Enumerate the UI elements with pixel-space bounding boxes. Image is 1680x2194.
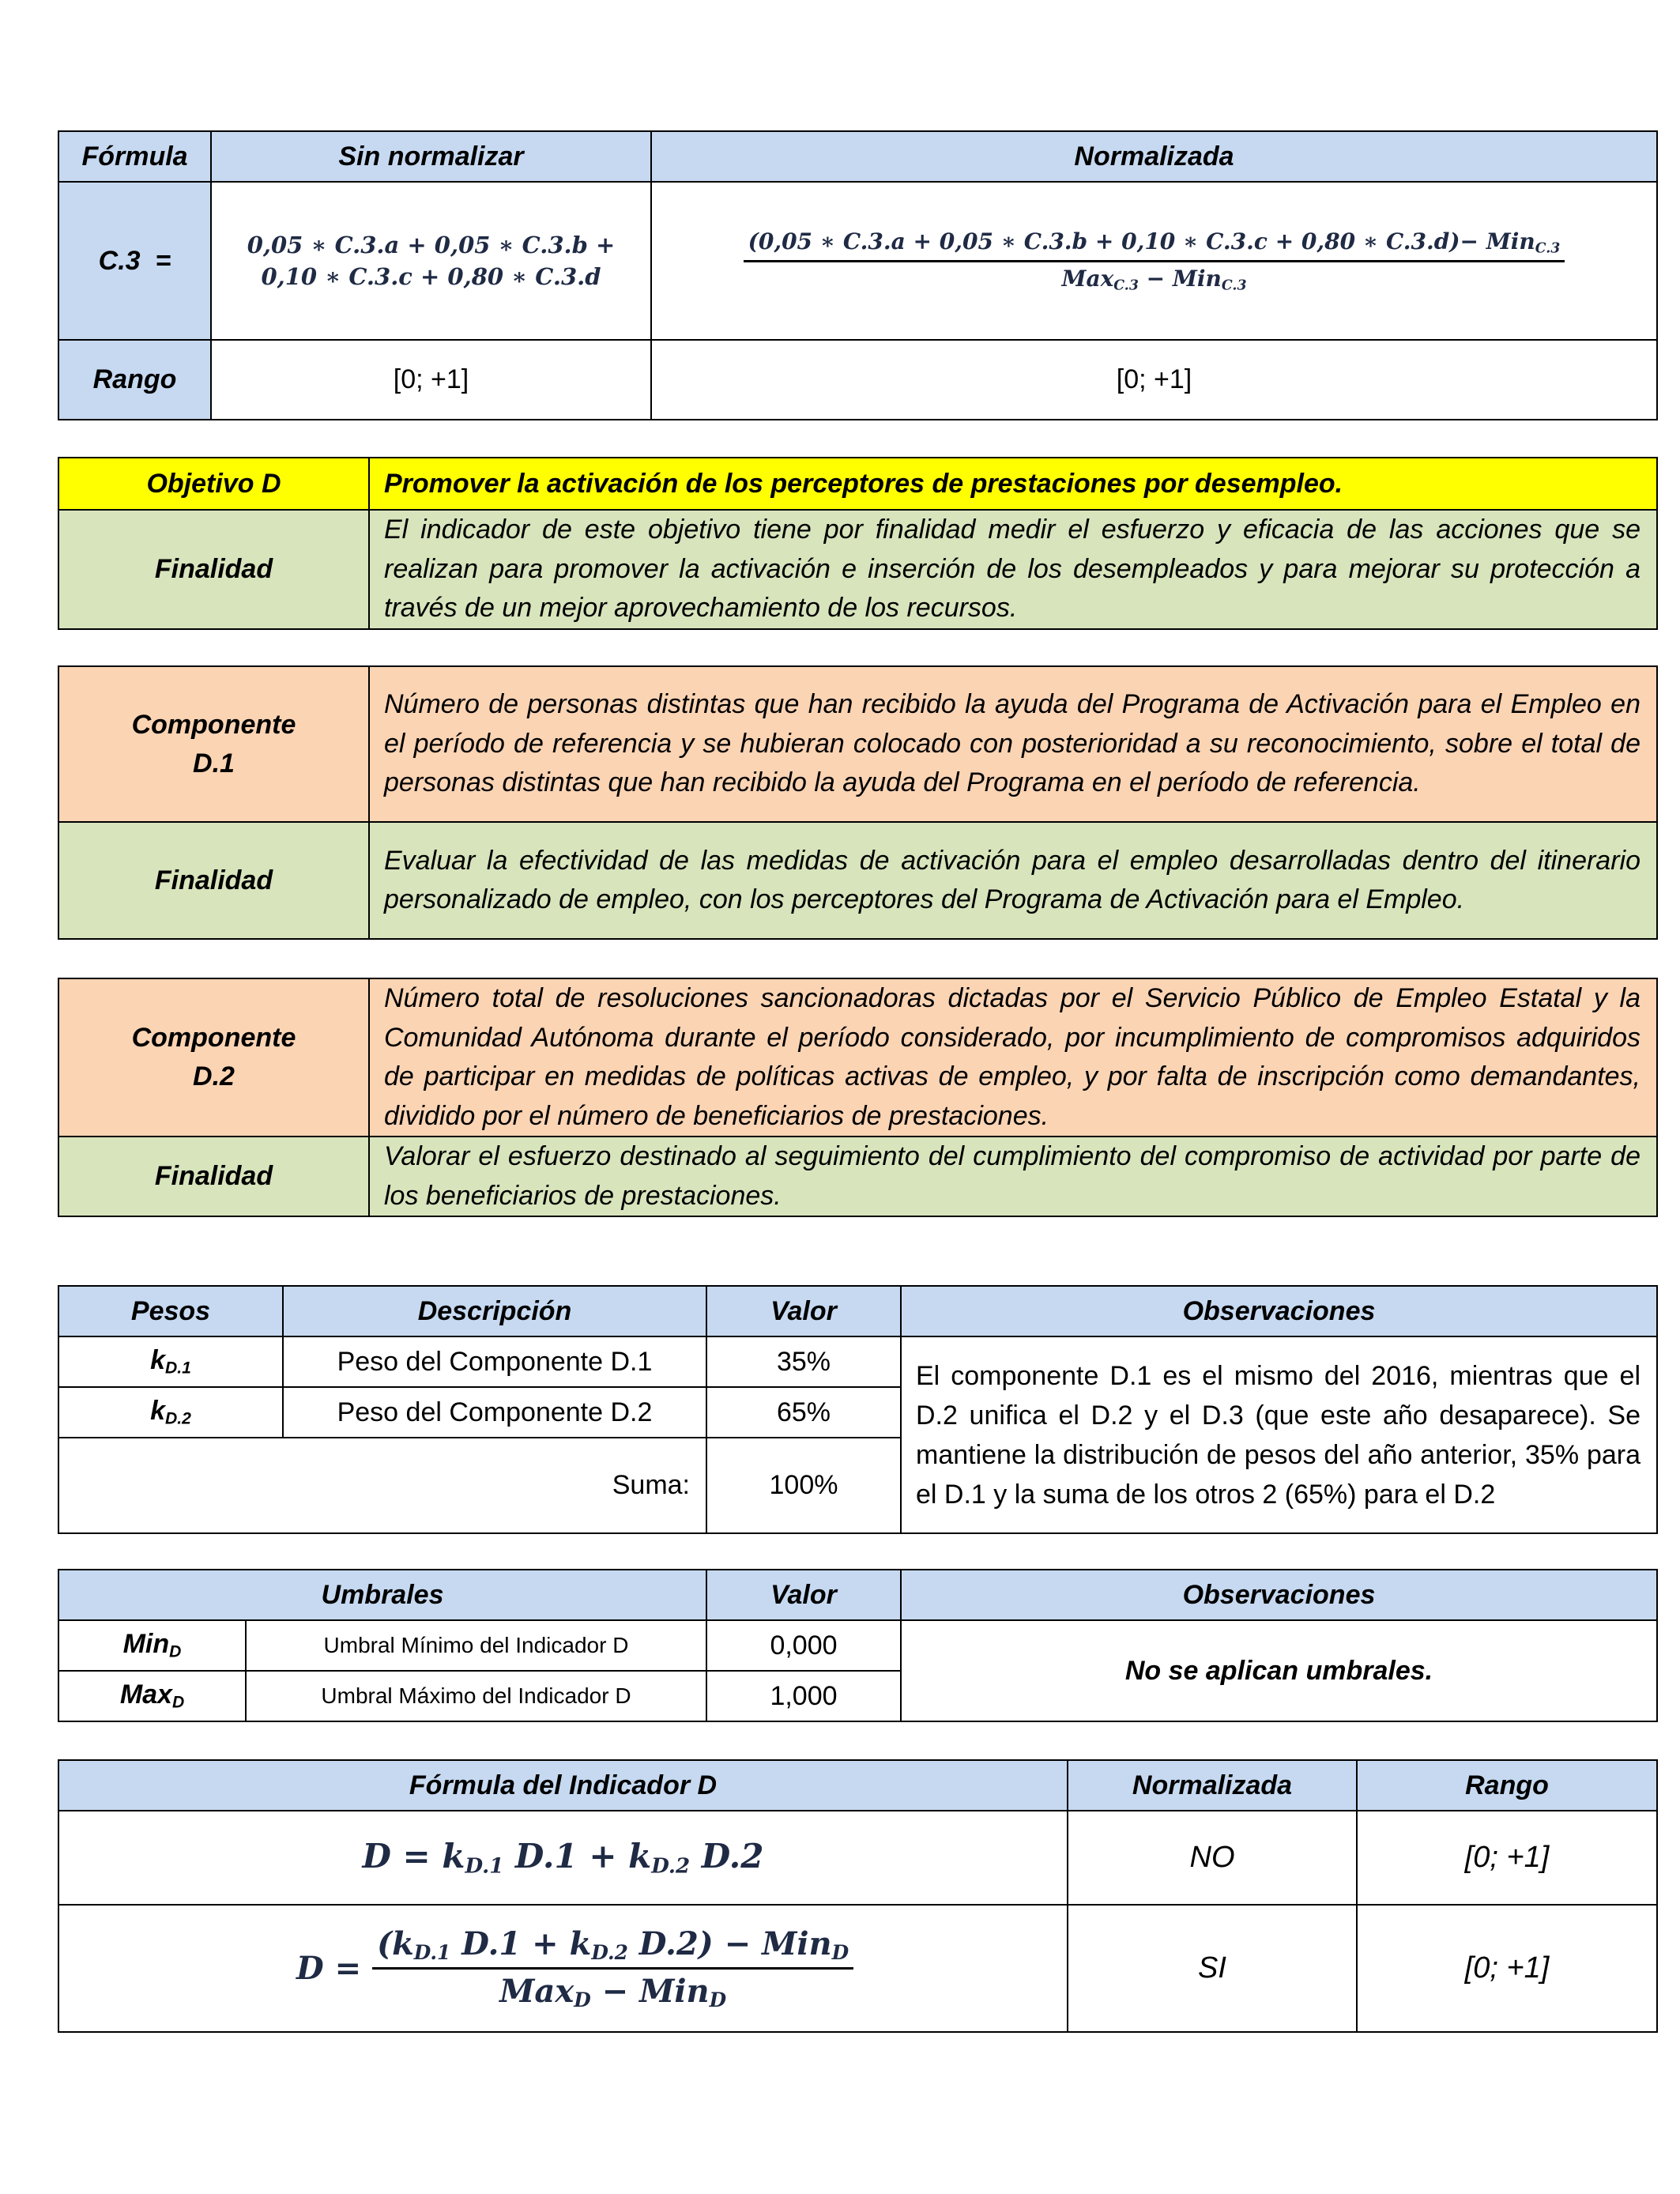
c3-unnormalized-formula (211, 182, 651, 340)
component-d2-label-line2: D.2 (193, 1061, 235, 1091)
weights-sum-label: Suma: (58, 1438, 706, 1533)
component-d1-label-line1: Componente (131, 709, 296, 740)
header-description: Descripción (283, 1286, 706, 1336)
formula-d-range-2: [0; +1] (1357, 1905, 1657, 2032)
weights-table (58, 1285, 1658, 1534)
component-d2-purpose-text: Valorar el esfuerzo destinado al seguimiento del cumplimiento del compromiso de actividad por parte de los beneficiarios de prestaciones. (369, 1137, 1657, 1216)
thresholds-table (58, 1569, 1658, 1722)
component-d1-text: Número de personas distintas que han recibido la ayuda del Programa de Activación para el Empleo en el período de referencia y se hubieran colocado con posterioridad a su reconocimiento, sobre el total de personas distintas que han recibido la ayuda del Programa en el período de referencia. (369, 666, 1657, 822)
c3-den-min-sub: C.3 (1221, 277, 1247, 293)
objective-title: Promover la activación de los perceptores de prestaciones por desempleo. (369, 458, 1657, 510)
header-formula: Fórmula (58, 131, 211, 182)
component-d2-label-line1: Componente (131, 1023, 296, 1053)
weight-value-d2: 65% (706, 1387, 901, 1438)
threshold-max-symbol (58, 1671, 246, 1721)
header-threshold-value: Valor (706, 1570, 901, 1620)
threshold-min-symbol (58, 1620, 246, 1671)
weight-symbol-d1 (58, 1336, 283, 1387)
formula-d-normalized-expression: D = $\frac{(k_{D.1} D.1 + k_{D.2} D.2) - Min_D}{Max_D - Min_D}$ (58, 1905, 1068, 2032)
threshold-min-description: Umbral Mínimo del Indicador D (246, 1620, 706, 1671)
component-d2-label (58, 978, 369, 1137)
c3-den-max: Max (1061, 265, 1114, 292)
threshold-symbol: Max (119, 1679, 172, 1710)
component-d1-table (58, 665, 1658, 940)
header-observations: Observaciones (901, 1286, 1657, 1336)
objective-purpose-text: El indicador de este objetivo tiene por finalidad medir el esfuerzo y eficacia de las acciones que se realizan para promover la activación e inserción de los desempleados y para mejorar su protección a través de un mejor aprovechamiento de los recursos. (369, 510, 1657, 629)
weight-symbol-d2 (58, 1387, 283, 1438)
header-threshold-observations: Observaciones (901, 1570, 1657, 1620)
c3-unnormalized-line1: 0,05 ∗ C.3.a + 0,05 ∗ C.3.b + (247, 232, 616, 258)
weight-subscript: D.2 (165, 1409, 191, 1428)
c3-formula-table (58, 130, 1658, 420)
header-formula-normalized: Normalizada (1068, 1760, 1357, 1811)
component-d2-purpose-label: Finalidad (58, 1137, 369, 1216)
component-d1-purpose-text: Evaluar la efectividad de las medidas de activación para el empleo desarrolladas dentro del itinerario personalizado de empleo, con los perceptores del Programa de Activación para el Empleo. (369, 822, 1657, 939)
component-d1-purpose-label: Finalidad (58, 822, 369, 939)
threshold-subscript: D (171, 1693, 185, 1712)
formula-d-normalized-si: SI (1068, 1905, 1357, 2032)
component-d2-text: Número total de resoluciones sancionadoras dictadas por el Servicio Público de Empleo Estatal y la Comunidad Autónoma durante el período considerado, por incumplimiento de compromisos adquiridos de participar en medidas de políticas activas de empleo, y por falta de inscripción como demandantes, dividido por el número de beneficiarios de prestaciones. (369, 978, 1657, 1137)
weight-subscript: D.1 (165, 1359, 191, 1378)
weights-observations: El componente D.1 es el mismo del 2016, mientras que el D.2 unifica el D.2 y el D.3 (que este año desaparece). Se mantiene la distribución de pesos del año anterior, 35% para el D.1 y la suma de los otros 2 (65%) para el D.2 (901, 1336, 1657, 1533)
weights-sum-value: 100% (706, 1438, 901, 1533)
threshold-observations: No se aplican umbrales. (901, 1620, 1657, 1721)
weight-description-d2: Peso del Componente D.2 (283, 1387, 706, 1438)
header-unnormalized: Sin normalizar (211, 131, 651, 182)
header-thresholds: Umbrales (58, 1570, 706, 1620)
c3-unnormalized-line2: 0,10 ∗ C.3.c + 0,80 ∗ C.3.d (261, 263, 601, 290)
threshold-subscript: D (169, 1642, 182, 1661)
threshold-max-value: 1,000 (706, 1671, 901, 1721)
header-formula-d: Fórmula del Indicador D (58, 1760, 1068, 1811)
c3-den-max-sub: C.3 (1113, 277, 1139, 293)
header-normalized: Normalizada (651, 131, 1657, 182)
header-weights: Pesos (58, 1286, 283, 1336)
formula-d-normalized-no: NO (1068, 1811, 1357, 1905)
range-unnormalized: [0; +1] (211, 340, 651, 420)
header-value: Valor (706, 1286, 901, 1336)
objective-purpose-label: Finalidad (58, 510, 369, 629)
weight-value-d1: 35% (706, 1336, 901, 1387)
range-normalized: [0; +1] (651, 340, 1657, 420)
weight-symbol: k (150, 1345, 166, 1376)
c3-label: C.3 = (58, 182, 211, 340)
threshold-max-description: Umbral Máximo del Indicador D (246, 1671, 706, 1721)
formula-d-unnormalized: $D = k_{D.1}$ $D.1 + k_{D.2}$ D.2 (58, 1811, 1068, 1905)
c3-normalized-formula (651, 182, 1657, 340)
objective-label: Objetivo D (58, 458, 369, 510)
c3-normalized-numerator: (0,05 ∗ C.3.a + 0,05 ∗ C.3.b + 0,10 ∗ C.3.c + 0,80 ∗ C.3.d)− Min (748, 228, 1535, 255)
weight-symbol: k (150, 1396, 166, 1427)
threshold-symbol: Min (122, 1629, 170, 1660)
component-d2-table (58, 978, 1658, 1217)
threshold-min-value: 0,000 (706, 1620, 901, 1671)
component-d1-label-line2: D.1 (193, 748, 235, 778)
component-d1-label (58, 666, 369, 822)
weight-description-d1: Peso del Componente D.1 (283, 1336, 706, 1387)
range-label: Rango (58, 340, 211, 420)
c3-numerator-sub: C.3 (1535, 240, 1561, 257)
c3-den-min: − Min (1138, 265, 1222, 292)
formula-d-table (58, 1759, 1658, 2033)
formula-d-range-1: [0; +1] (1357, 1811, 1657, 1905)
header-formula-range: Rango (1357, 1760, 1657, 1811)
objective-d-table (58, 457, 1658, 630)
